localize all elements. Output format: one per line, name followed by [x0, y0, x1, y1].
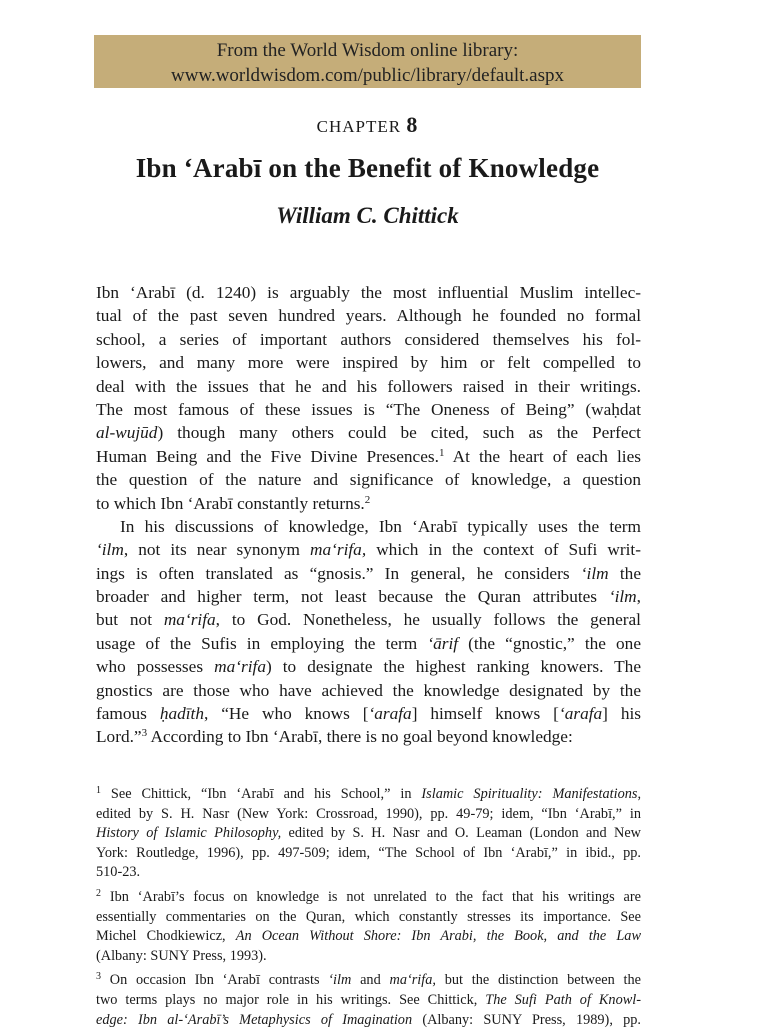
footnote-line: York: Routledge, 1996), pp. 497-509; idem, “The School of Ibn ‘Arabī,” in ibid., pp.: [96, 844, 641, 861]
library-banner: [94, 35, 641, 88]
banner-line-1: From the World Wisdom online library:: [216, 40, 519, 61]
text-line: gnostics are those who have achieved the knowledge designated by the: [96, 680, 641, 700]
text-line: the question of the nature and significance of knowledge, a question: [96, 470, 641, 490]
chapter-number: 8: [406, 112, 419, 137]
footnote-ref: 3: [141, 727, 148, 740]
chapter-heading: [0, 112, 735, 138]
footnote-2: [96, 888, 641, 966]
text-line: In his discussions of knowledge, Ibn ‘Arabī typically uses the term: [120, 516, 641, 536]
text-line: The most famous of these issues is “The Oneness of Being” (waḥdat: [96, 399, 641, 419]
text-line: ‘ilm, not its near synonym ma‘rifa, which in the context of Sufi writ-: [96, 540, 641, 560]
footnote-ref: 2: [364, 493, 371, 506]
text-line: al-wujūd) though many others could be cited, such as the Perfect: [96, 423, 641, 443]
footnote-ref: 1: [438, 446, 445, 459]
text-line: to which Ibn ‘Arabī constantly returns.$^2$: [96, 493, 371, 513]
footnote-line: edited by S. H. Nasr (New York: Crossroad, 1990), pp. 49-79; idem, “Ibn ‘Arabī,” in: [96, 805, 641, 822]
text-line: deal with the issues that he and his followers raised in their writings.: [96, 376, 641, 396]
text-line: tual of the past seven hundred years. Although he founded no formal: [96, 306, 641, 326]
footnote-line: Michel Chodkiewicz, An Ocean Without Shore: Ibn Arabi, the Book, and the Law: [96, 928, 641, 945]
text-line: Lord.”$^3$ According to Ibn ‘Arabī, there is no goal beyond knowledge:: [96, 727, 573, 747]
footnote-line: edge: Ibn al-‘Arabī’s Metaphysics of Imagination (Albany: SUNY Press, 1989), pp.: [96, 1011, 641, 1028]
footnote-line: $^1$ See Chittick, “Ibn ‘Arabī and his School,” in Islamic Spirituality: Manifestations,: [96, 785, 642, 802]
footnote-ref: 1: [96, 785, 101, 796]
footnote-line: $^2$ Ibn ‘Arabī’s focus on knowledge is not unrelated to the fact that his writings are: [96, 887, 641, 905]
text-line: Human Being and the Five Divine Presences.$^1$ At the heart of each lies: [96, 446, 641, 466]
footnote-ref: 3: [96, 971, 101, 983]
footnote-line: 510-23.: [96, 864, 141, 881]
banner-url: www.worldwisdom.com/public/library/default.aspx: [171, 65, 564, 86]
page-title: Ibn ‘Arabī on the Benefit of Knowledge: [135, 153, 600, 183]
footnote-line: two terms plays no major role in his writings. See Chittick, The Sufi Path of Knowl-: [96, 991, 641, 1008]
text-line: ings is often translated as “gnosis.” In general, he considers ‘ilm the: [96, 563, 641, 583]
paragraph-2: [96, 515, 641, 749]
text-line: school, a series of important authors considered themselves his fol-: [96, 329, 641, 349]
text-line: but not ma‘rifa, to God. Nonetheless, he usually follows the general: [96, 610, 641, 630]
footnote-line: History of Islamic Philosophy, edited by S. H. Nasr and O. Leaman (London and New: [96, 825, 641, 842]
text-line: lowers, and many more were inspired by him or felt compelled to: [96, 353, 641, 373]
footnote-1: [96, 785, 641, 883]
paragraph-1: [96, 281, 641, 515]
text-line: broader and higher term, not least because the Quran attributes ‘ilm,: [96, 587, 641, 607]
text-line: who possesses ma‘rifa) to designate the highest ranking knowers. The: [96, 657, 641, 677]
footnote-line: essentially commentaries on the Quran, which constantly stresses its importance. See: [96, 908, 641, 925]
chapter-label: CHAPTER: [316, 117, 402, 136]
author-name: William C. Chittick: [276, 203, 459, 228]
footnotes: [96, 785, 641, 1035]
text-line: Ibn ‘Arabī (d. 1240) is arguably the most influential Muslim intellec-: [96, 283, 641, 302]
footnote-line: (Albany: SUNY Press, 1993).: [96, 947, 267, 964]
body-text: [96, 281, 641, 749]
footnote-ref: 2: [96, 887, 101, 899]
footnote-3: [96, 971, 641, 1030]
text-line: usage of the Sufis in employing the term ‘ārif (the “gnostic,” the one: [96, 633, 641, 653]
footnote-line: $^3$ On occasion Ibn ‘Arabī contrasts ‘ilm and ma‘rifa, but the distinction between the: [96, 971, 641, 989]
text-line: famous ḥadīth, “He who knows [‘arafa] himself knows [‘arafa] his: [96, 704, 642, 724]
